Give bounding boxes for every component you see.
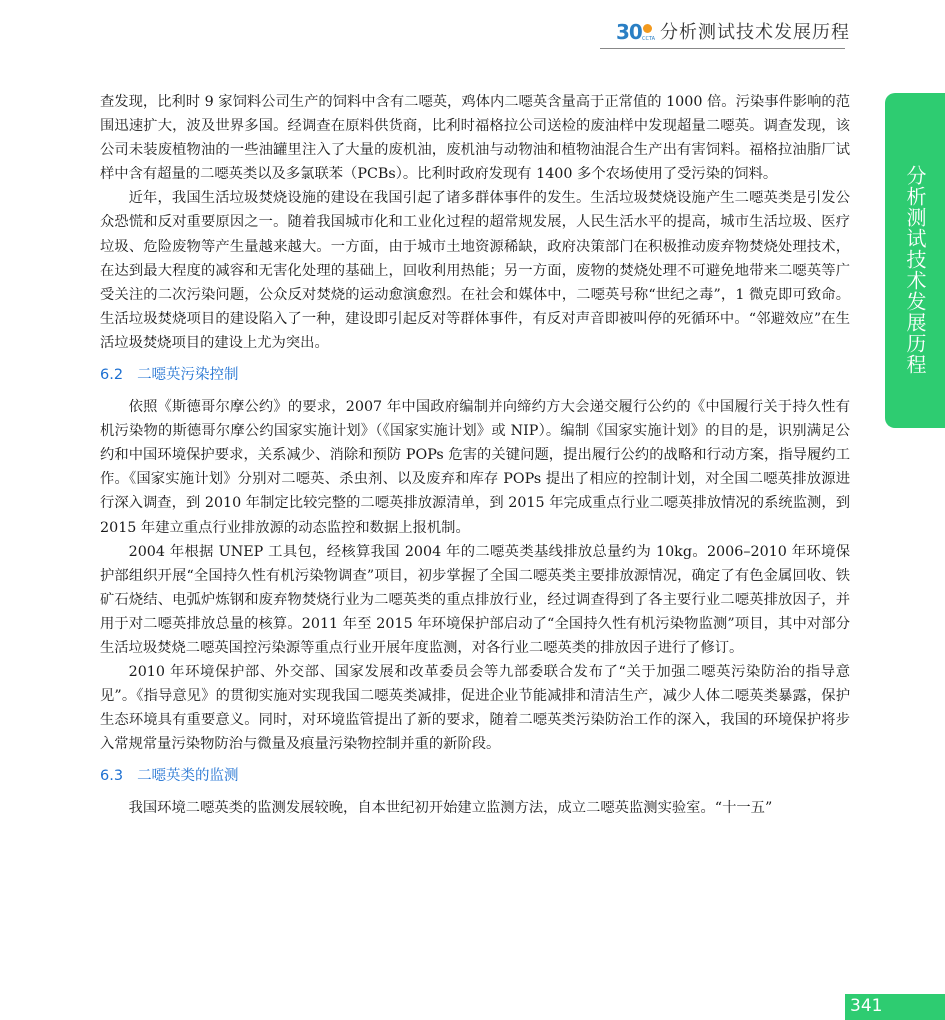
logo-dot-icon — [643, 24, 652, 33]
section-heading-6-3 — [100, 764, 850, 788]
section-title: 二噁英污染控制 — [137, 367, 239, 384]
paragraph: 我国环境二噁英类的监测发展较晚，自本世纪初开始建立监测方法，成立二噁英监测实验室。“十一五” — [128, 800, 773, 817]
header-title: 分析测试技术发展历程 — [660, 22, 850, 43]
paragraph: 2004 年根据 UNEP 工具包，经核算我国 2004 年的二噁英类基线排放总量约为 10kg。2006–2010 年环境保护部组织开展“全国持久性有机污染物调查”项目，初步掌握了全国二噁英类主要排放源情况，确定了有色金属回收、铁矿石烧结、电弧炉炼钢和废弃物焚烧行业为二噁英类的重点排放行业，经过调查得到了各主要行业二噁英排放因子，并用于对二噁英排放总量的核算。2011 年至 2015 年环境保护部启动了“全国持久性有机污染物监测”项目，其中对部分生活垃圾焚烧二噁英国控污染源等重点行业开展年度监测，对各行业二噁英类的排放因子进行了修订。 — [100, 543, 850, 656]
paragraph: 2010 年环境保护部、外交部、国家发展和改革委员会等九部委联合发布了“关于加强二噁英污染防治的指导意见”。《指导意见》的贯彻实施对实现我国二噁英类减排，促进企业节能减排和清洁生产，减少人体二噁英类暴露，保护生态环境具有重要意义。同时，对环境监管提出了新的要求，随着二噁英类污染防治工作的深入，我国的环境保护将步入常规常量污染物防治与微量及痕量污染物控制并重的新阶段。 — [100, 664, 850, 753]
header-rule — [600, 48, 845, 49]
logo-subtext: CCTA — [642, 36, 656, 42]
paragraph: 依照《斯德哥尔摩公约》的要求，2007 年中国政府编制并向缔约方大会递交履行公约的《中国履行关于持久性有机污染物的斯德哥尔摩公约国家实施计划》（《国家实施计划》或 NIP）。编制《国家实施计划》的目的是，识别满足公约和中国环境保护要求，关系减少、消除和预防 POPs 危害的关键问题，提出履行公约的战略和行动方案，指导履约工作。《国家实施计划》分别对二噁英、杀虫剂、以及废弃和库存 POPs 提出了相应的控制计划，对全国二噁英排放源进行深入调查，到 2010 年制定比较完整的二噁英排放源清单，到 2015 年完成重点行业二噁英排放情况的系统监测，到 2015 年建立重点行业排放源的动态监控和数据上报机制。 — [100, 399, 850, 536]
page-number: 341 — [850, 996, 883, 1016]
paragraph: 近年，我国生活垃圾焚烧设施的建设在我国引起了诸多群体事件的发生。生活垃圾焚烧设施产生二噁英类是引发公众恐慌和反对重要原因之一。随着我国城市化和工业化过程的超常规发展，人民生活水平的提高，城市生活垃圾、医疗垃圾、危险废物等产生量越来越大。一方面，由于城市土地资源稀缺，政府决策部门在积极推动废弃物焚烧处理技术，在达到最大程度的减容和无害化处理的基础上，回收利用热能；另一方面，废物的焚烧处理不可避免地带来二噁英等广受关注的二次污染问题，公众反对焚烧的运动愈演愈烈。在社会和媒体中，二噁英号称“世纪之毒”，1 微克即可致命。生活垃圾焚烧项目的建设陷入了一种，建设即引起反对等群体事件，有反对声音即被叫停的死循环中。“邻避效应”在生活垃圾焚烧项目的建设上尤为突出。 — [100, 190, 850, 351]
side-tab-label: 分析测试技术发展历程 — [903, 165, 927, 375]
logo-number: 30 — [616, 20, 642, 44]
section-heading-6-2 — [100, 363, 850, 387]
paragraph: 查发现，比利时 9 家饲料公司生产的饲料中含有二噁英，鸡体内二噁英含量高于正常值的 1000 倍。污染事件影响的范围迅速扩大，波及世界多国。经调查在原料供货商，比利时福格拉公司送检的废油样中发现超量二噁英。调查发现，该公司未装废植物油的一些油罐里注入了大量的废机油，废机油与动物油和植物油混合生产出有害饲料。福格拉油脂厂试样中含有超量的二噁英类以及多氯联苯（PCBs）。比利时政府发现有 1400 多个农场使用了受污染的饲料。 — [100, 94, 850, 183]
side-tab — [885, 93, 945, 428]
section-number: 6.3 — [100, 768, 124, 785]
page-header — [0, 0, 945, 55]
page-content — [100, 90, 850, 821]
anniversary-logo — [616, 22, 660, 46]
section-title: 二噁英类的监测 — [137, 768, 239, 785]
section-number: 6.2 — [100, 367, 124, 384]
